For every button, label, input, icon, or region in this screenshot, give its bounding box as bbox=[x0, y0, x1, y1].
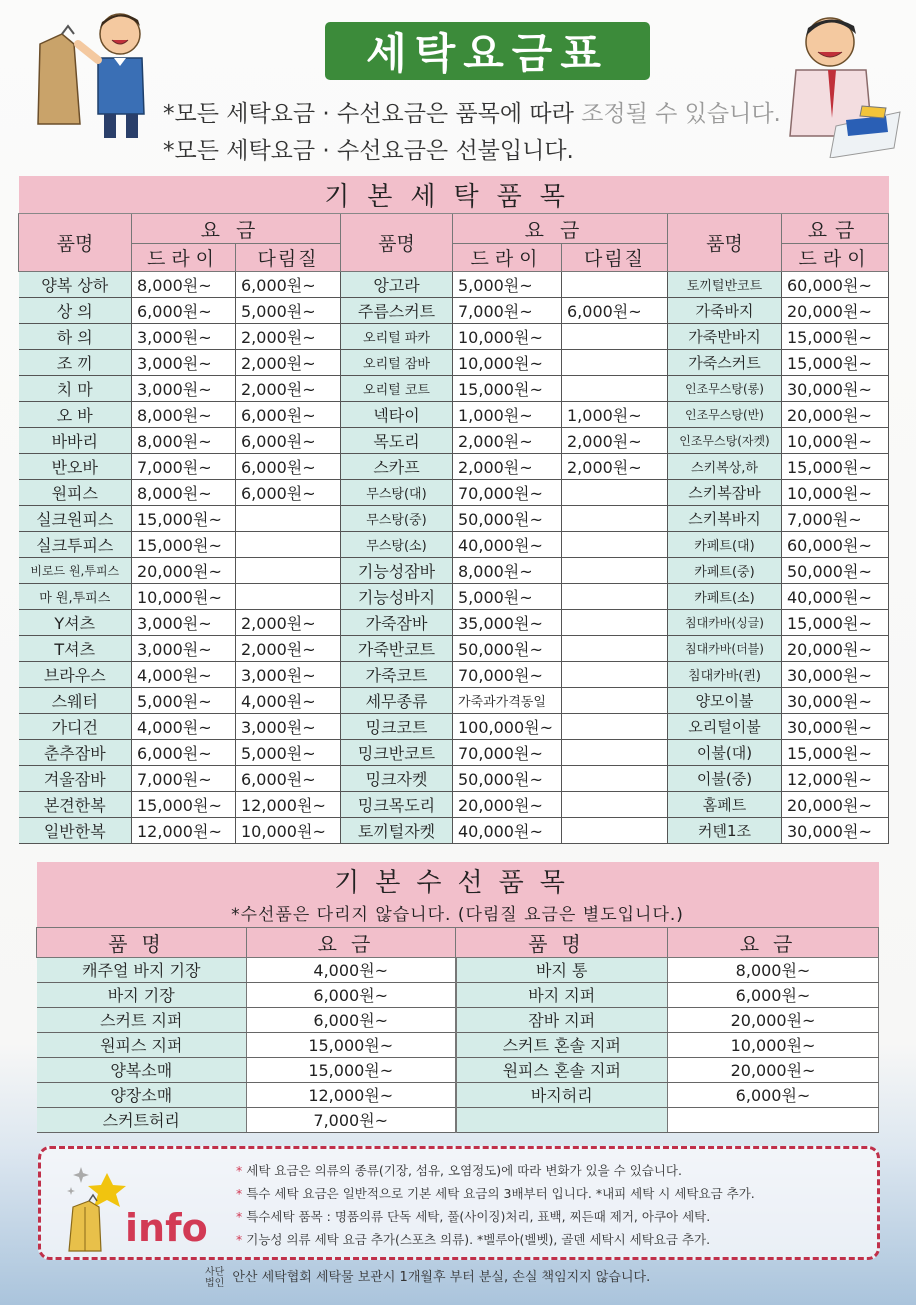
repair-item-price: 12,000원~ bbox=[247, 1082, 456, 1107]
press-price bbox=[562, 818, 668, 844]
press-price: 2,000원~ bbox=[236, 324, 341, 350]
repair-item-price: 10,000원~ bbox=[668, 1032, 879, 1057]
item-name: 가죽바지 bbox=[668, 298, 782, 324]
dry-price: 10,000원~ bbox=[453, 324, 562, 350]
item-name: 스웨터 bbox=[19, 688, 132, 714]
dry-price: 60,000원~ bbox=[782, 272, 889, 298]
item-name: 기능성잠바 bbox=[341, 558, 453, 584]
item-name: 스키복잠바 bbox=[668, 480, 782, 506]
repair-header-price: 요금 bbox=[247, 927, 456, 957]
dry-price: 15,000원~ bbox=[782, 740, 889, 766]
item-name: 침대카바(퀸) bbox=[668, 662, 782, 688]
dry-price: 15,000원~ bbox=[453, 376, 562, 402]
dry-price: 3,000원~ bbox=[132, 350, 236, 376]
table-row bbox=[37, 1082, 879, 1107]
table-row bbox=[19, 298, 889, 324]
item-name: 밍크목도리 bbox=[341, 792, 453, 818]
repair-item-price: 20,000원~ bbox=[668, 1007, 879, 1032]
item-name: 오 바 bbox=[19, 402, 132, 428]
repair-item-price: 6,000원~ bbox=[668, 982, 879, 1007]
press-price: 6,000원~ bbox=[236, 766, 341, 792]
dry-price: 15,000원~ bbox=[782, 454, 889, 480]
dry-price: 8,000원~ bbox=[132, 428, 236, 454]
table-row bbox=[19, 480, 889, 506]
dry-price: 3,000원~ bbox=[132, 324, 236, 350]
press-price bbox=[562, 558, 668, 584]
repair-item-price: 8,000원~ bbox=[668, 957, 879, 982]
repair-table-title: 기본수선품목 bbox=[37, 862, 879, 899]
item-name: 오리털 잠바 bbox=[341, 350, 453, 376]
item-name: 원피스 bbox=[19, 480, 132, 506]
dry-price: 10,000원~ bbox=[782, 480, 889, 506]
repair-item-price: 6,000원~ bbox=[247, 1007, 456, 1032]
table-row bbox=[19, 714, 889, 740]
item-name: 실크원피스 bbox=[19, 506, 132, 532]
repair-item-name: 바지 통 bbox=[456, 957, 668, 982]
dry-price: 6,000원~ bbox=[132, 298, 236, 324]
dry-price: 30,000원~ bbox=[782, 818, 889, 844]
dry-price: 20,000원~ bbox=[782, 636, 889, 662]
item-name: 상 의 bbox=[19, 298, 132, 324]
dry-price: 7,000원~ bbox=[782, 506, 889, 532]
info-logo-icon bbox=[63, 1159, 233, 1254]
item-name: 일반한복 bbox=[19, 818, 132, 844]
header-price: 요금 bbox=[453, 214, 668, 244]
table-row bbox=[19, 402, 889, 428]
info-line: * 특수세탁 품목 : 명품의류 단독 세탁, 풀(사이징)처리, 표백, 찌든때 제거, 아쿠아 세탁. bbox=[236, 1209, 711, 1224]
item-name: 커텐1조 bbox=[668, 818, 782, 844]
press-price: 5,000원~ bbox=[236, 298, 341, 324]
press-price: 3,000원~ bbox=[236, 662, 341, 688]
item-name: 비로드 원,투피스 bbox=[19, 558, 132, 584]
table-row bbox=[19, 818, 889, 844]
item-name: 브라우스 bbox=[19, 662, 132, 688]
dry-price: 8,000원~ bbox=[132, 402, 236, 428]
item-name: 실크투피스 bbox=[19, 532, 132, 558]
header-name: 품명 bbox=[668, 214, 782, 272]
table-row bbox=[19, 376, 889, 402]
laundry-man-illustration bbox=[32, 4, 154, 144]
dry-price: 40,000원~ bbox=[782, 584, 889, 610]
dry-price: 20,000원~ bbox=[453, 792, 562, 818]
ironing-man-illustration bbox=[776, 8, 906, 158]
header-press: 다림질 bbox=[562, 244, 668, 272]
dry-price: 7,000원~ bbox=[132, 766, 236, 792]
item-name: 세무종류 bbox=[341, 688, 453, 714]
corp-label: 사단 법인 bbox=[205, 1266, 225, 1289]
dry-price: 50,000원~ bbox=[453, 766, 562, 792]
dry-price: 10,000원~ bbox=[453, 350, 562, 376]
press-price bbox=[236, 506, 341, 532]
press-price bbox=[236, 584, 341, 610]
item-name: 밍크반코트 bbox=[341, 740, 453, 766]
dry-price: 5,000원~ bbox=[132, 688, 236, 714]
item-name: 침대카바(싱글) bbox=[668, 610, 782, 636]
dry-price: 70,000원~ bbox=[453, 480, 562, 506]
dry-price: 20,000원~ bbox=[782, 792, 889, 818]
dry-price: 2,000원~ bbox=[453, 428, 562, 454]
press-price bbox=[562, 714, 668, 740]
item-name: 밍크코트 bbox=[341, 714, 453, 740]
press-price bbox=[562, 792, 668, 818]
repair-header-name: 품명 bbox=[456, 927, 668, 957]
item-name: 가죽스커트 bbox=[668, 350, 782, 376]
press-price: 10,000원~ bbox=[236, 818, 341, 844]
table-row bbox=[37, 1007, 879, 1032]
item-name: 인조무스탕(롱) bbox=[668, 376, 782, 402]
press-price: 4,000원~ bbox=[236, 688, 341, 714]
basic-table-title: 기본세탁품목 bbox=[19, 176, 889, 214]
press-price bbox=[562, 532, 668, 558]
table-row bbox=[19, 272, 889, 298]
item-name: 인조무스탕(반) bbox=[668, 402, 782, 428]
item-name: 인조무스탕(자켓) bbox=[668, 428, 782, 454]
repair-table bbox=[36, 862, 879, 1133]
table-row bbox=[37, 1107, 879, 1132]
dry-price: 3,000원~ bbox=[132, 610, 236, 636]
footer bbox=[205, 1266, 650, 1289]
dry-price: 15,000원~ bbox=[782, 350, 889, 376]
item-name: 기능성바지 bbox=[341, 584, 453, 610]
item-name: 카페트(소) bbox=[668, 584, 782, 610]
table-row bbox=[37, 1032, 879, 1057]
table-row bbox=[19, 350, 889, 376]
press-price bbox=[562, 662, 668, 688]
press-price: 6,000원~ bbox=[236, 454, 341, 480]
item-name: 침대카바(더블) bbox=[668, 636, 782, 662]
dry-price: 15,000원~ bbox=[132, 532, 236, 558]
repair-item-name: 양장소매 bbox=[37, 1082, 247, 1107]
press-price: 2,000원~ bbox=[562, 454, 668, 480]
item-name: 마 원,투피스 bbox=[19, 584, 132, 610]
table-row bbox=[19, 428, 889, 454]
page-title: 세탁요금표 bbox=[366, 29, 609, 78]
repair-item-name: 바지 지퍼 bbox=[456, 982, 668, 1007]
dry-price: 30,000원~ bbox=[782, 376, 889, 402]
item-name: 토끼털자켓 bbox=[341, 818, 453, 844]
basic-laundry-table bbox=[18, 176, 889, 844]
table-row bbox=[19, 584, 889, 610]
info-line: * 기능성 의류 세탁 요금 추가(스포츠 의류). *벨루아(벨벳), 골덴 세탁시 세탁요금 추가. bbox=[236, 1232, 711, 1247]
repair-item-price: 15,000원~ bbox=[247, 1032, 456, 1057]
header-price: 요금 bbox=[132, 214, 341, 244]
dry-price: 10,000원~ bbox=[132, 584, 236, 610]
item-name: 주름스커트 bbox=[341, 298, 453, 324]
dry-price: 50,000원~ bbox=[782, 558, 889, 584]
dry-price: 40,000원~ bbox=[453, 818, 562, 844]
dry-price: 15,000원~ bbox=[132, 792, 236, 818]
dry-price: 100,000원~ bbox=[453, 714, 562, 740]
repair-item-name: 양복소매 bbox=[37, 1057, 247, 1082]
header-dry: 드라이 bbox=[453, 244, 562, 272]
repair-item-price: 20,000원~ bbox=[668, 1057, 879, 1082]
dry-price: 30,000원~ bbox=[782, 662, 889, 688]
dry-price: 6,000원~ bbox=[132, 740, 236, 766]
table-row bbox=[19, 558, 889, 584]
dry-price: 10,000원~ bbox=[782, 428, 889, 454]
dry-price: 8,000원~ bbox=[132, 272, 236, 298]
item-name: Y셔츠 bbox=[19, 610, 132, 636]
item-name: 오리털 코트 bbox=[341, 376, 453, 402]
item-name: 무스탕(중) bbox=[341, 506, 453, 532]
table-row bbox=[19, 766, 889, 792]
dry-price: 3,000원~ bbox=[132, 376, 236, 402]
press-price bbox=[562, 376, 668, 402]
item-name: 가죽반코트 bbox=[341, 636, 453, 662]
item-name: 가죽코트 bbox=[341, 662, 453, 688]
dry-price: 가죽과가격동일 bbox=[453, 688, 562, 714]
press-price: 6,000원~ bbox=[236, 480, 341, 506]
header-dry: 드라이 bbox=[782, 244, 889, 272]
dry-price: 70,000원~ bbox=[453, 662, 562, 688]
press-price: 6,000원~ bbox=[236, 428, 341, 454]
dry-price: 5,000원~ bbox=[453, 584, 562, 610]
item-name: 카페트(대) bbox=[668, 532, 782, 558]
press-price: 3,000원~ bbox=[236, 714, 341, 740]
repair-table-body bbox=[37, 957, 879, 1132]
press-price bbox=[562, 766, 668, 792]
item-name: 스키복상,하 bbox=[668, 454, 782, 480]
info-line: * 세탁 요금은 의류의 종류(기장, 섬유, 오염정도)에 따라 변화가 있을 수 있습니다. bbox=[236, 1163, 682, 1178]
item-name: 스키복바지 bbox=[668, 506, 782, 532]
dry-price: 1,000원~ bbox=[453, 402, 562, 428]
info-line: * 특수 세탁 요금은 일반적으로 기본 세탁 요금의 3배부터 입니다. *내피 세탁 시 세탁요금 추가. bbox=[236, 1186, 755, 1201]
repair-item-name: 원피스 지퍼 bbox=[37, 1032, 247, 1057]
dry-price: 70,000원~ bbox=[453, 740, 562, 766]
header-name: 품명 bbox=[341, 214, 453, 272]
item-name: 바바리 bbox=[19, 428, 132, 454]
table-row bbox=[19, 636, 889, 662]
table-row bbox=[19, 532, 889, 558]
item-name: 홈페트 bbox=[668, 792, 782, 818]
dry-price: 15,000원~ bbox=[782, 324, 889, 350]
item-name: 춘추잠바 bbox=[19, 740, 132, 766]
table-row bbox=[37, 982, 879, 1007]
dry-price: 12,000원~ bbox=[782, 766, 889, 792]
dry-price: 20,000원~ bbox=[782, 298, 889, 324]
table-row bbox=[19, 454, 889, 480]
press-price: 2,000원~ bbox=[562, 428, 668, 454]
repair-item-name: 스커트 혼솔 지퍼 bbox=[456, 1032, 668, 1057]
dry-price: 7,000원~ bbox=[453, 298, 562, 324]
table-row bbox=[19, 688, 889, 714]
header-price: 요금 bbox=[782, 214, 889, 244]
repair-item-name bbox=[456, 1107, 668, 1132]
repair-item-price bbox=[668, 1107, 879, 1132]
press-price bbox=[562, 272, 668, 298]
press-price bbox=[562, 506, 668, 532]
item-name: 넥타이 bbox=[341, 402, 453, 428]
item-name: 가죽반바지 bbox=[668, 324, 782, 350]
table-row bbox=[19, 792, 889, 818]
dry-price: 15,000원~ bbox=[132, 506, 236, 532]
repair-item-price: 15,000원~ bbox=[247, 1057, 456, 1082]
dry-price: 2,000원~ bbox=[453, 454, 562, 480]
item-name: 목도리 bbox=[341, 428, 453, 454]
header-press: 다림질 bbox=[236, 244, 341, 272]
item-name: 오리털 파카 bbox=[341, 324, 453, 350]
dry-price: 4,000원~ bbox=[132, 662, 236, 688]
press-price bbox=[236, 558, 341, 584]
header-name: 품명 bbox=[19, 214, 132, 272]
repair-item-price: 7,000원~ bbox=[247, 1107, 456, 1132]
press-price: 2,000원~ bbox=[236, 376, 341, 402]
repair-header-price: 요금 bbox=[668, 927, 879, 957]
basic-table-body bbox=[19, 272, 889, 844]
press-price bbox=[562, 324, 668, 350]
item-name: 밍크자켓 bbox=[341, 766, 453, 792]
info-lines bbox=[236, 1159, 755, 1251]
dry-price: 60,000원~ bbox=[782, 532, 889, 558]
dry-price: 20,000원~ bbox=[132, 558, 236, 584]
item-name: 가죽잠바 bbox=[341, 610, 453, 636]
notice-prepaid bbox=[163, 132, 574, 165]
table-row bbox=[37, 957, 879, 982]
footer-text: 안산 세탁협회 세탁물 보관시 1개월후 부터 분실, 손실 책임지지 않습니다. bbox=[232, 1270, 651, 1285]
press-price: 2,000원~ bbox=[236, 636, 341, 662]
press-price bbox=[562, 740, 668, 766]
press-price bbox=[562, 610, 668, 636]
press-price bbox=[562, 350, 668, 376]
notice-text: *모든 세탁요금 · 수선요금은 선불입니다. bbox=[163, 138, 574, 164]
repair-item-price: 4,000원~ bbox=[247, 957, 456, 982]
press-price: 6,000원~ bbox=[236, 402, 341, 428]
press-price bbox=[562, 688, 668, 714]
repair-table-subtitle: *수선품은 다리지 않습니다. (다림질 요금은 별도입니다.) bbox=[37, 899, 879, 927]
press-price: 2,000원~ bbox=[236, 610, 341, 636]
item-name: 앙고라 bbox=[341, 272, 453, 298]
notice-text: *모든 세탁요금 · 수선요금은 품목에 따라 bbox=[163, 101, 582, 127]
item-name: 가디건 bbox=[19, 714, 132, 740]
item-name: 스카프 bbox=[341, 454, 453, 480]
dry-price: 12,000원~ bbox=[132, 818, 236, 844]
press-price: 1,000원~ bbox=[562, 402, 668, 428]
page-title-banner bbox=[325, 22, 650, 80]
table-row bbox=[37, 1057, 879, 1082]
item-name: 겨울잠바 bbox=[19, 766, 132, 792]
press-price bbox=[236, 532, 341, 558]
press-price: 5,000원~ bbox=[236, 740, 341, 766]
info-box bbox=[38, 1146, 880, 1260]
repair-item-name: 잠바 지퍼 bbox=[456, 1007, 668, 1032]
press-price bbox=[562, 480, 668, 506]
table-row bbox=[19, 324, 889, 350]
dry-price: 35,000원~ bbox=[453, 610, 562, 636]
dry-price: 7,000원~ bbox=[132, 454, 236, 480]
repair-item-name: 스커트 지퍼 bbox=[37, 1007, 247, 1032]
repair-item-name: 원피스 혼솔 지퍼 bbox=[456, 1057, 668, 1082]
table-row bbox=[19, 610, 889, 636]
table-row bbox=[19, 740, 889, 766]
dry-price: 4,000원~ bbox=[132, 714, 236, 740]
dry-price: 15,000원~ bbox=[782, 610, 889, 636]
dry-price: 3,000원~ bbox=[132, 636, 236, 662]
table-row bbox=[19, 662, 889, 688]
item-name: 이불(대) bbox=[668, 740, 782, 766]
repair-item-price: 6,000원~ bbox=[668, 1082, 879, 1107]
press-price: 2,000원~ bbox=[236, 350, 341, 376]
item-name: 본견한복 bbox=[19, 792, 132, 818]
repair-item-price: 6,000원~ bbox=[247, 982, 456, 1007]
notice-text-faded: 조정될 수 있습니다. bbox=[581, 101, 781, 127]
dry-price: 30,000원~ bbox=[782, 714, 889, 740]
item-name: 토끼털반코트 bbox=[668, 272, 782, 298]
item-name: 무스탕(대) bbox=[341, 480, 453, 506]
dry-price: 20,000원~ bbox=[782, 402, 889, 428]
item-name: 반오바 bbox=[19, 454, 132, 480]
item-name: 양복 상하 bbox=[19, 272, 132, 298]
item-name: 카페트(중) bbox=[668, 558, 782, 584]
item-name: 양모이불 bbox=[668, 688, 782, 714]
item-name: 오리털이불 bbox=[668, 714, 782, 740]
item-name: 조 끼 bbox=[19, 350, 132, 376]
dry-price: 50,000원~ bbox=[453, 506, 562, 532]
repair-item-name: 바지허리 bbox=[456, 1082, 668, 1107]
dry-price: 30,000원~ bbox=[782, 688, 889, 714]
repair-header-name: 품명 bbox=[37, 927, 247, 957]
press-price bbox=[562, 584, 668, 610]
press-price: 6,000원~ bbox=[236, 272, 341, 298]
item-name: 무스탕(소) bbox=[341, 532, 453, 558]
press-price: 12,000원~ bbox=[236, 792, 341, 818]
item-name: 하 의 bbox=[19, 324, 132, 350]
dry-price: 5,000원~ bbox=[453, 272, 562, 298]
info-logo-text: info bbox=[125, 1206, 208, 1250]
repair-item-name: 바지 기장 bbox=[37, 982, 247, 1007]
dry-price: 50,000원~ bbox=[453, 636, 562, 662]
item-name: T셔츠 bbox=[19, 636, 132, 662]
press-price: 6,000원~ bbox=[562, 298, 668, 324]
dry-price: 8,000원~ bbox=[453, 558, 562, 584]
repair-item-name: 스커트허리 bbox=[37, 1107, 247, 1132]
item-name: 치 마 bbox=[19, 376, 132, 402]
repair-item-name: 캐주얼 바지 기장 bbox=[37, 957, 247, 982]
dry-price: 8,000원~ bbox=[132, 480, 236, 506]
notice-adjustable bbox=[163, 95, 781, 128]
table-row bbox=[19, 506, 889, 532]
item-name: 이불(중) bbox=[668, 766, 782, 792]
press-price bbox=[562, 636, 668, 662]
header-dry: 드라이 bbox=[132, 244, 236, 272]
dry-price: 40,000원~ bbox=[453, 532, 562, 558]
